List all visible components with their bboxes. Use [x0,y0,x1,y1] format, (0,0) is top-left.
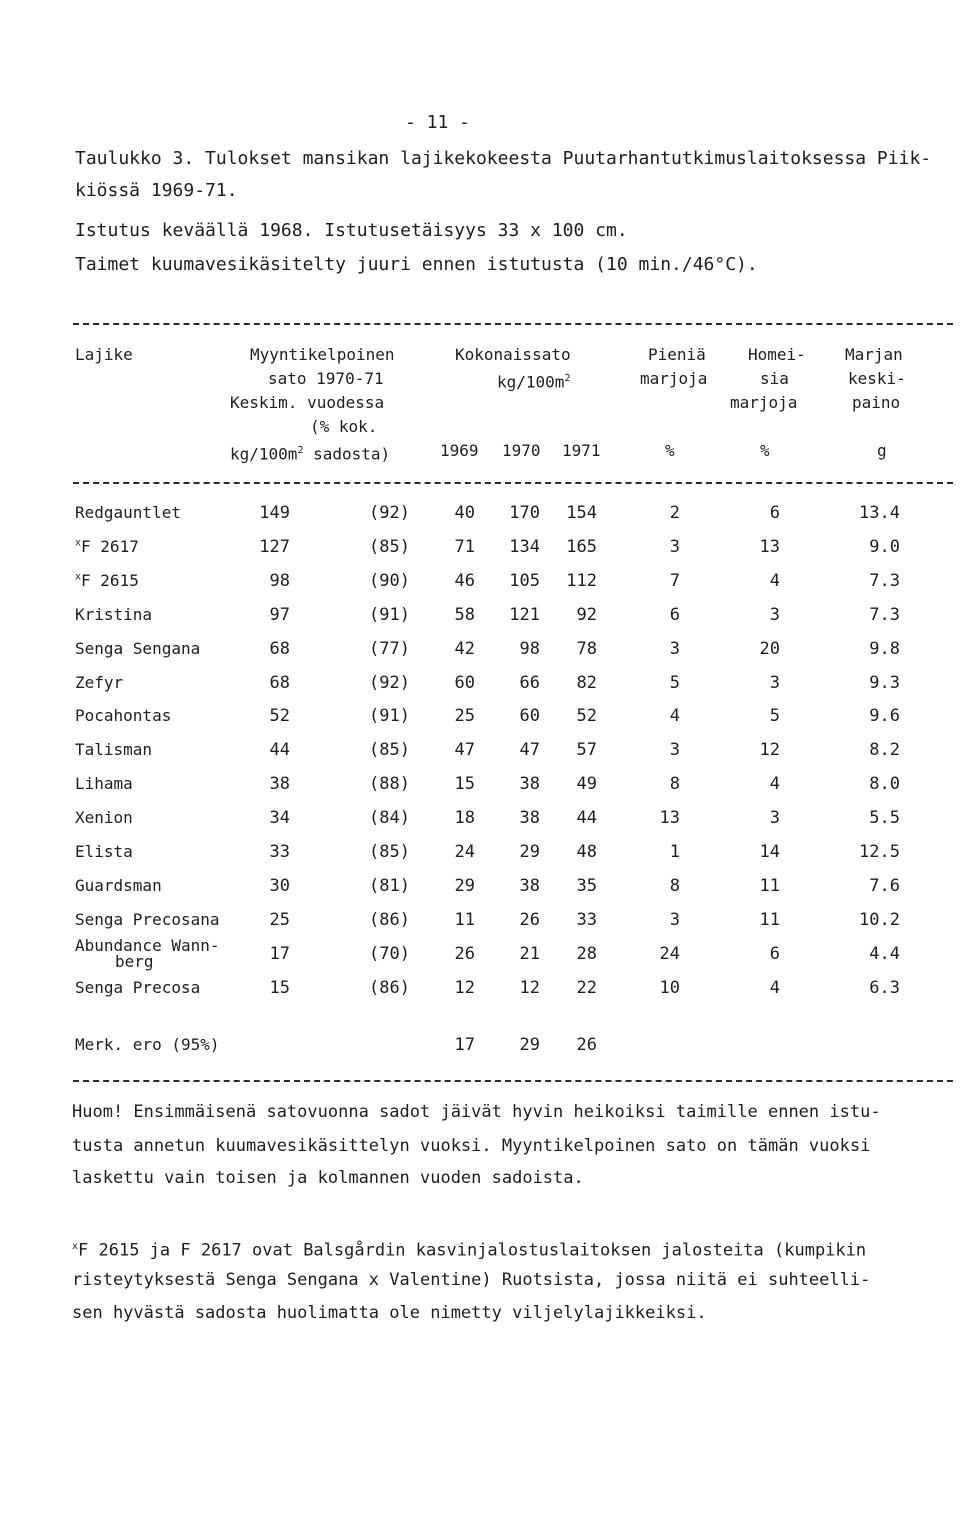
cell-lajike [75,808,133,827]
cell-pct: (81) [369,875,410,896]
cell-pct: (90) [369,570,410,591]
table-top-rule [73,323,953,325]
cell-myynti: 34 [269,808,290,829]
table-row [0,876,960,906]
cell-1971: 44 [576,808,597,829]
cell-1970: 29 [519,842,540,862]
cell-myynti: 44 [269,740,290,761]
cell-pct: (92) [369,503,410,523]
table-row [0,639,960,669]
cell-lajike [75,571,139,590]
cell-lajike-text: Lihama [75,774,133,794]
cell-paino: 12.5 [859,842,900,862]
header-myynti-1: Myyntikelpoinen [250,345,395,364]
cell-paino: 9.6 [869,706,900,727]
cell-paino: 10.2 [859,909,900,930]
cell-pct: (77) [369,638,410,659]
cell-myynti: 25 [269,909,290,930]
cell-pct: (86) [369,977,410,998]
cell-pct: (85) [369,740,410,761]
cell-homei: 3 [769,672,780,693]
cell-1970: 121 [509,604,540,625]
cell-paino: 7.6 [869,875,900,896]
cell-lajike-text: Talisman [75,740,153,760]
cell-1971: 35 [576,875,597,896]
table-row [0,537,960,567]
header-myynti-units [230,439,390,466]
merk-1971: 26 [576,1035,597,1055]
header-year-1970: 1970 [502,441,541,460]
cell-myynti: 149 [259,503,290,523]
cell-homei: 11 [759,909,780,930]
cell-1971: 22 [576,977,597,998]
table-caption-line-1: Taulukko 3. Tulokset mansikan lajikekokeesta Puutarhantutkimuslaitoksessa Piik- [75,148,932,169]
cell-lajike [75,673,123,692]
cell-lajike-line-2: berg [115,951,154,971]
cell-lajike [75,605,152,624]
cell-pienia: 3 [669,740,680,761]
cell-myynti: 97 [269,604,290,625]
cell-myynti: 98 [269,570,290,591]
cell-myynti: 127 [259,536,290,557]
cell-homei: 4 [769,774,780,795]
cell-pct: (91) [369,604,410,625]
cell-lajike [75,537,139,556]
header-homei-2: sia [760,369,789,388]
cell-homei: 6 [769,503,780,523]
cell-lajike [75,740,152,759]
table-row [0,503,960,533]
cell-1971: 28 [576,943,597,964]
cell-homei: 4 [769,570,780,591]
cell-1969: 47 [454,740,475,761]
cell-1969: 26 [454,943,475,964]
cell-1969: 24 [454,842,475,862]
footnote-marker: x [72,1241,79,1252]
cell-1971: 165 [566,536,597,557]
cell-1970: 60 [519,706,540,727]
cell-1970: 98 [519,638,540,659]
cell-myynti: 68 [269,638,290,659]
cell-lajike-text: F 2615 [81,570,139,590]
cell-lajike-text: F 2617 [81,536,139,556]
table-caption-line-3: Istutus keväällä 1968. Istutusetäisyys 33 x 100 cm. [75,220,628,241]
cell-myynti: 68 [269,672,290,693]
cell-paino: 4.4 [869,943,900,964]
header-myynti-sq: 2 [297,445,304,456]
cell-pienia: 7 [669,570,680,591]
cell-pienia: 3 [669,536,680,557]
note-huom-line-3: laskettu vain toisen ja kolmannen vuoden sadoista. [72,1168,584,1188]
cell-pienia: 6 [669,604,680,625]
header-kokonais-kg: kg/100m [497,372,565,392]
header-pienia-unit: % [665,441,675,460]
header-lajike: Lajike [75,345,133,364]
cell-pct: (91) [369,706,410,727]
cell-pienia: 1 [669,842,680,862]
cell-paino: 9.0 [869,536,900,557]
cell-myynti: 52 [269,706,290,727]
cell-lajike-text: Elista [75,842,133,861]
footnote-line-2: risteytyksestä Senga Sengana x Valentine) Ruotsista, jossa niitä ei suhteelli- [72,1270,871,1290]
header-year-1969: 1969 [440,441,479,460]
merk-row [0,1035,960,1065]
cell-1970: 26 [519,909,540,930]
cell-homei: 3 [769,604,780,625]
cell-paino: 13.4 [859,503,900,523]
cell-1969: 40 [454,503,475,523]
header-myynti-2: sato 1970-71 [268,369,384,388]
cell-homei: 13 [759,536,780,557]
table-row [0,774,960,804]
cell-lajike-text: Redgauntlet [75,503,181,522]
footnote-line-1 [72,1232,866,1266]
header-marjan-2: keski- [848,369,906,388]
cell-pct: (84) [369,808,410,829]
cell-1969: 11 [454,909,475,930]
note-huom-line-2: tusta annetun kuumavesikäsittelyn vuoksi. Myyntikelpoinen sato on tämän vuoksi [72,1136,871,1156]
cell-pienia: 3 [669,638,680,659]
cell-paino: 7.3 [869,570,900,591]
header-pienia-1: Pieniä [648,345,706,364]
cell-pienia: 2 [669,503,680,523]
header-marjan-unit: g [877,441,887,460]
cell-homei: 12 [759,740,780,761]
cell-paino: 8.2 [869,740,900,761]
header-marjan-3: paino [852,393,901,412]
header-myynti-4: (% kok. [310,417,378,436]
cell-paino: 9.3 [869,672,900,693]
header-homei-unit: % [760,441,770,460]
cell-1970: 38 [519,774,540,795]
cell-1969: 25 [454,706,475,727]
header-kokonais-1: Kokonaissato [455,345,571,364]
cell-pienia: 8 [669,875,680,896]
cell-lajike [75,503,181,522]
table-row [0,605,960,635]
cell-lajike-text: Senga Sengana [75,638,201,658]
table-row [0,842,960,872]
cell-pct: (88) [369,774,410,795]
cell-lajike-marker: x [75,537,82,549]
header-year-1971: 1971 [562,441,601,460]
cell-1969: 15 [454,774,475,795]
cell-lajike [75,910,220,929]
cell-pienia: 24 [659,943,680,964]
cell-lajike [75,978,200,997]
table-row [0,706,960,736]
cell-1969: 58 [454,604,475,625]
cell-1971: 48 [576,842,597,862]
cell-lajike-line-1: Abundance Wann- [75,935,220,955]
cell-1970: 38 [519,808,540,829]
cell-1971: 82 [576,672,597,693]
footnote-line-3: sen hyvästä sadosta huolimatta ole nimetty viljelylajikkeiksi. [72,1303,707,1323]
cell-paino: 5.5 [869,808,900,829]
cell-1970: 12 [519,977,540,998]
cell-1970: 66 [519,672,540,693]
cell-homei: 14 [759,842,780,862]
cell-pienia: 8 [669,774,680,795]
cell-pct: (85) [369,842,410,862]
merk-1969: 17 [454,1035,475,1055]
page-number: - 11 - [405,112,471,133]
header-pienia-2: marjoja [640,369,708,388]
cell-1970: 134 [509,536,540,557]
cell-lajike [75,774,133,793]
cell-1971: 49 [576,774,597,795]
cell-1970: 21 [519,943,540,964]
cell-lajike [75,706,171,725]
note-huom-line-1: Huom! Ensimmäisenä satovuonna sadot jäivät hyvin heikoiksi taimille ennen istu- [72,1102,881,1122]
table-row [0,673,960,703]
cell-1971: 154 [566,503,597,523]
header-myynti-kg: kg/100m [230,444,298,464]
table-row [0,978,960,1008]
table-caption-line-2: kiössä 1969-71. [75,180,238,201]
cell-1970: 170 [509,503,540,523]
cell-1969: 42 [454,638,475,659]
table-row [0,935,960,974]
cell-homei: 20 [759,638,780,659]
cell-lajike-text: Guardsman [75,875,162,895]
cell-homei: 6 [769,943,780,964]
cell-1969: 60 [454,672,475,693]
cell-lajike-text: Senga Precosana [75,909,220,929]
cell-lajike-marker: x [75,571,82,583]
cell-1970: 105 [509,570,540,591]
header-myynti-rest: sadosta) [313,444,391,464]
cell-1971: 57 [576,740,597,761]
cell-pienia: 10 [659,977,680,998]
merk-label: Merk. ero (95%) [75,1035,220,1054]
header-kokonais-2 [497,367,570,394]
cell-lajike-text: Kristina [75,604,153,624]
cell-myynti: 30 [269,875,290,896]
cell-paino: 8.0 [869,774,900,795]
header-myynti-3: Keskim. vuodessa [230,393,385,412]
cell-lajike-text: Zefyr [75,672,124,692]
cell-1971: 78 [576,638,597,659]
cell-myynti: 17 [269,943,290,964]
header-homei-3: marjoja [730,393,798,412]
cell-lajike-text: Xenion [75,808,133,828]
cell-pct: (86) [369,909,410,930]
cell-lajike [75,935,220,971]
cell-lajike-text: Pocahontas [75,706,172,726]
cell-pienia: 4 [669,706,680,727]
cell-homei: 4 [769,977,780,998]
cell-pienia: 3 [669,909,680,930]
cell-1969: 18 [454,808,475,829]
cell-1971: 92 [576,604,597,625]
cell-homei: 11 [759,875,780,896]
cell-lajike [75,842,133,861]
cell-1971: 52 [576,706,597,727]
table-caption-line-4: Taimet kuumavesikäsitelty juuri ennen istutusta (10 min./46°C). [75,254,758,275]
cell-lajike-text: Senga Precosa [75,977,201,997]
table-row [0,808,960,838]
table-bottom-rule [73,1080,953,1082]
cell-lajike [75,876,162,895]
cell-paino: 9.8 [869,638,900,659]
table-row [0,571,960,601]
cell-pct: (92) [369,672,410,693]
cell-myynti: 38 [269,774,290,795]
cell-myynti: 33 [269,842,290,862]
cell-pienia: 5 [669,672,680,693]
cell-myynti: 15 [269,977,290,998]
cell-1969: 12 [454,977,475,998]
cell-paino: 6.3 [869,977,900,998]
cell-1969: 29 [454,875,475,896]
footnote-text-1: F 2615 ja F 2617 ovat Balsgårdin kasvinjalostuslaitoksen jalosteita (kumpikin [78,1240,867,1261]
table-row [0,740,960,770]
cell-1970: 38 [519,875,540,896]
cell-homei: 3 [769,808,780,829]
cell-1969: 46 [454,570,475,591]
cell-1971: 33 [576,909,597,930]
cell-pct: (70) [369,943,410,964]
cell-lajike [75,639,200,658]
cell-pct: (85) [369,536,410,557]
cell-pienia: 13 [659,808,680,829]
header-marjan-1: Marjan [845,345,903,364]
header-homei-1: Homei- [748,345,806,364]
header-bottom-rule [73,482,953,484]
header-kokonais-sq: 2 [564,373,571,384]
cell-homei: 5 [769,706,780,727]
cell-1971: 112 [566,570,597,591]
cell-paino: 7.3 [869,604,900,625]
cell-1970: 47 [519,740,540,761]
merk-1970: 29 [519,1035,540,1055]
cell-1969: 71 [454,536,475,557]
